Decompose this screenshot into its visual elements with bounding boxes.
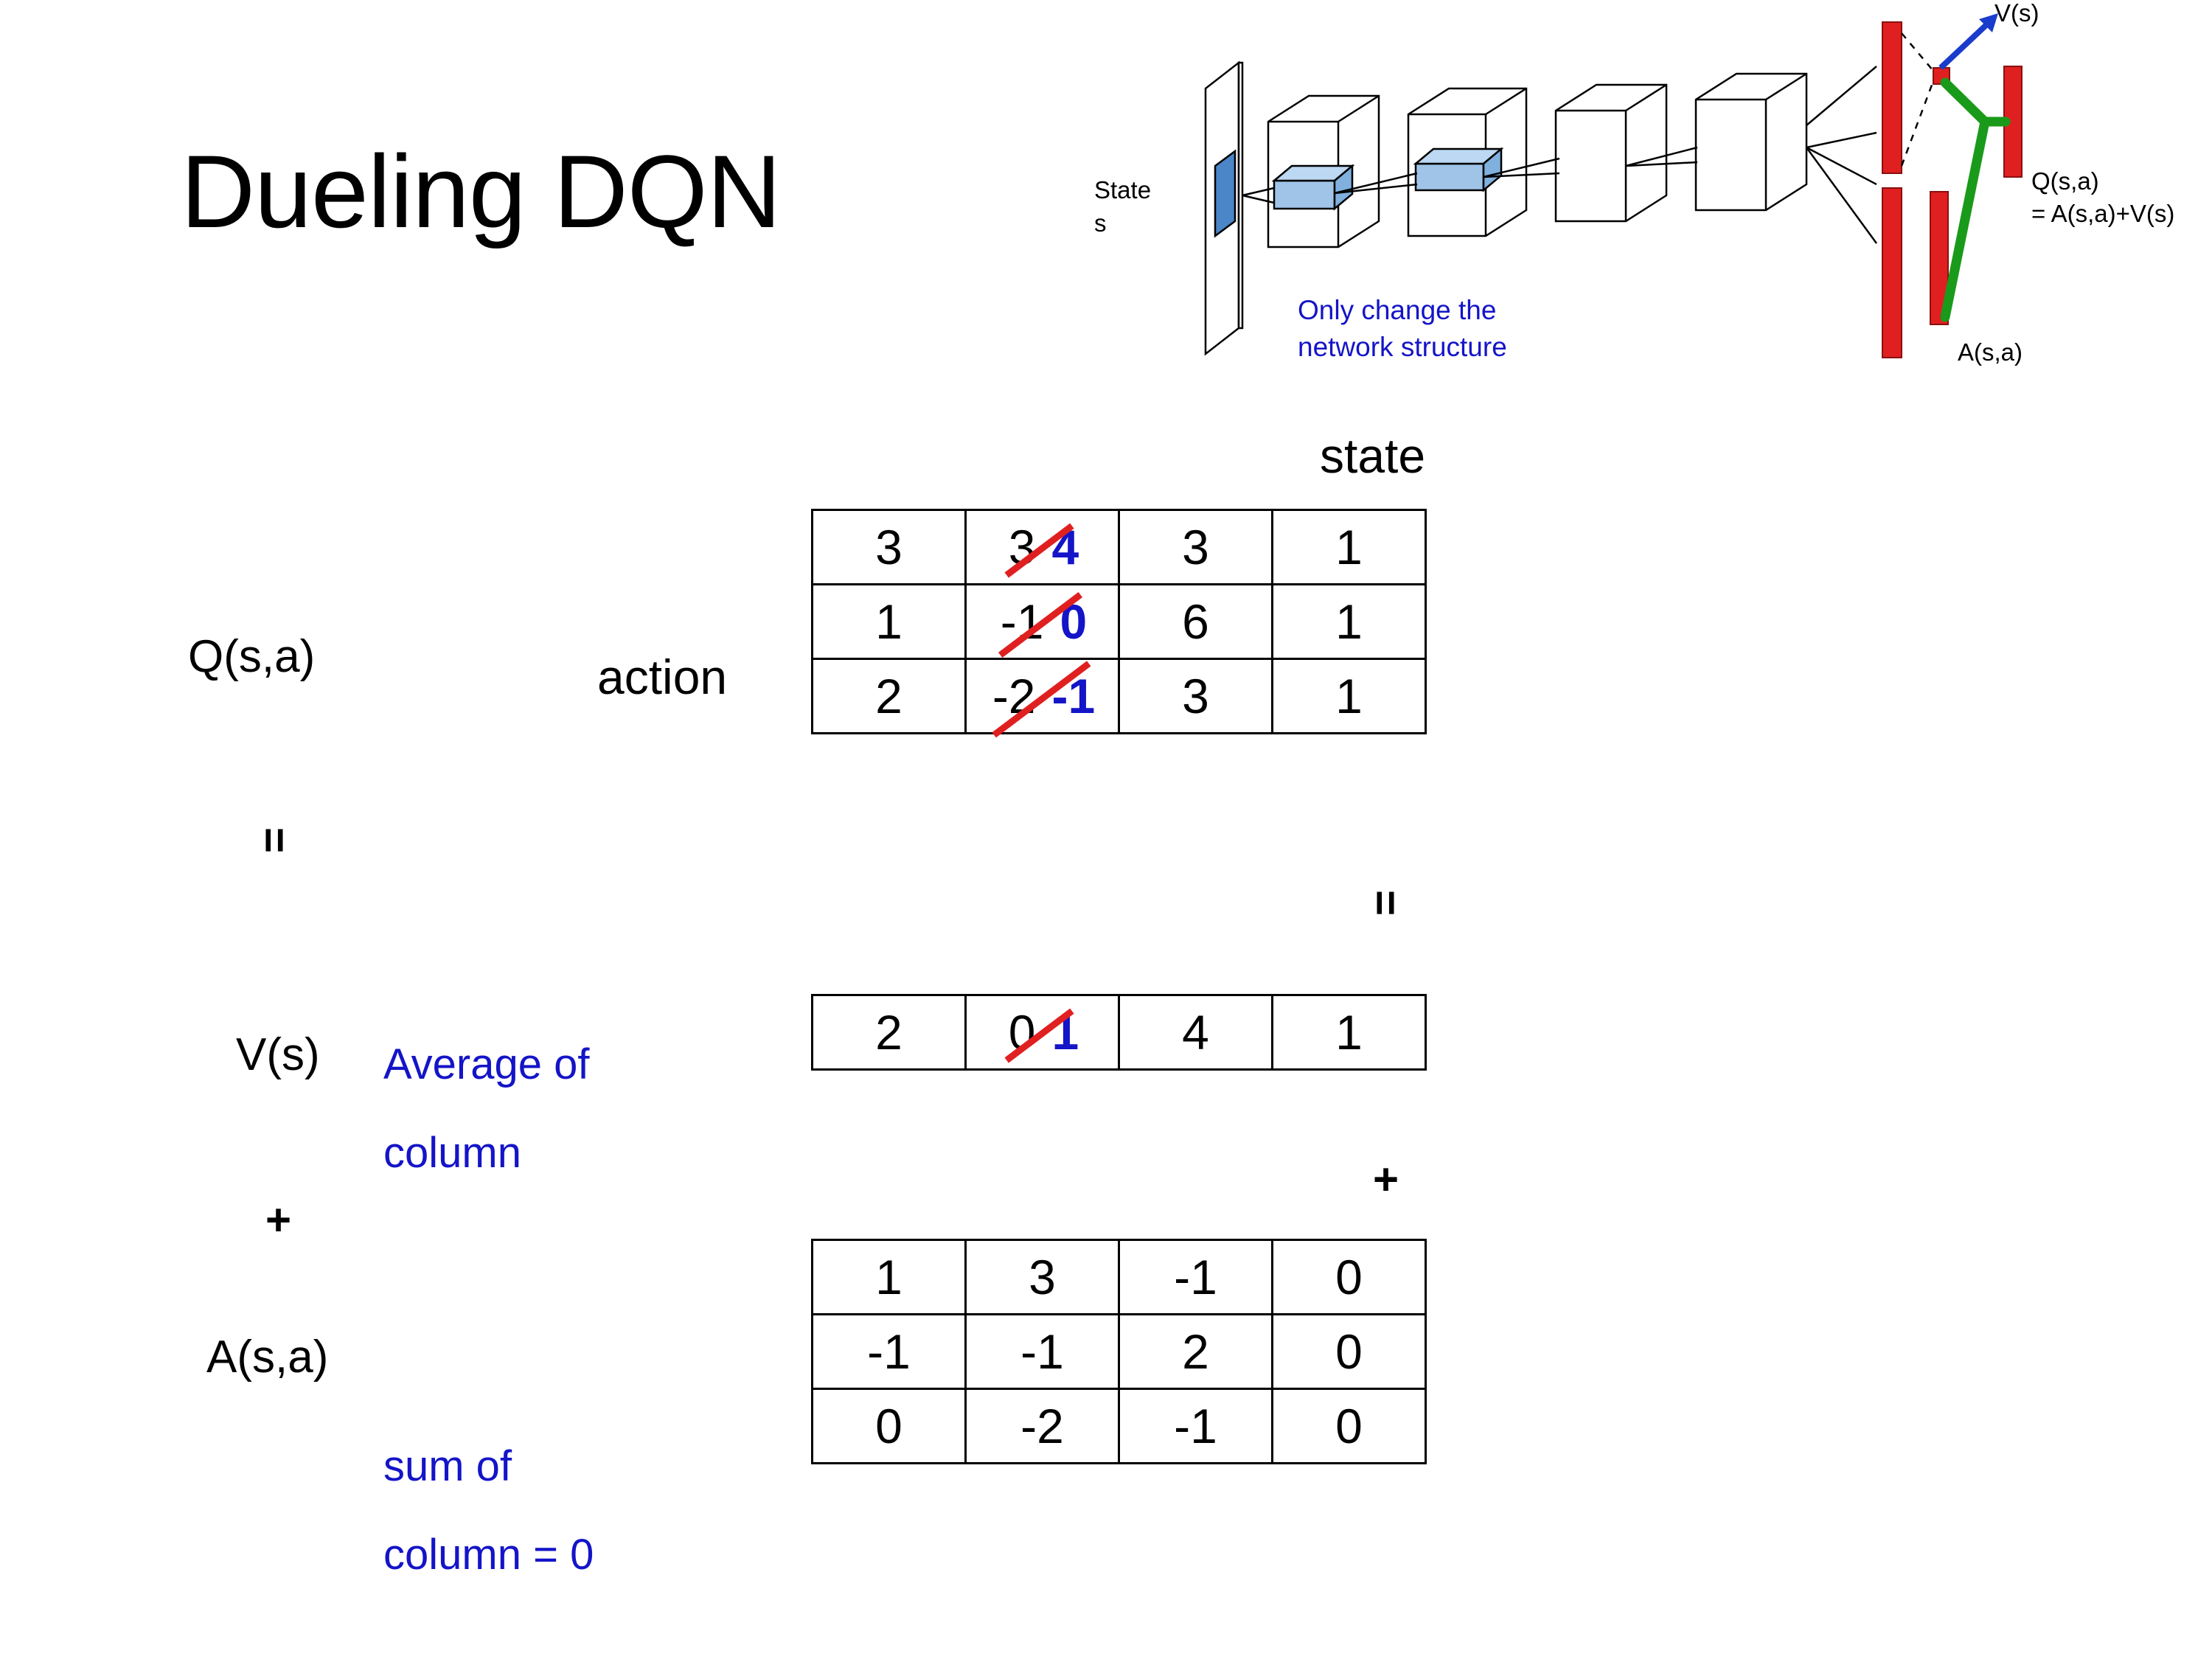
edited-cell-pair: [990, 668, 1095, 724]
state-axis-label: state: [1320, 428, 1426, 483]
a-table: [811, 1239, 1427, 1464]
old-value: 0: [1008, 1005, 1036, 1060]
edited-cell-pair: [998, 594, 1087, 650]
label-equals-top: =: [250, 827, 300, 854]
v-cell-c3: 1: [1273, 995, 1426, 1070]
a-cell-r2c3: 0: [1273, 1389, 1426, 1464]
action-axis-label: action: [597, 650, 728, 704]
label-q: Q(s,a): [188, 631, 316, 682]
note-sum-line1: sum of: [383, 1442, 512, 1490]
q-cell-r2c2: 3: [1119, 659, 1273, 734]
old-value: 3: [1008, 520, 1036, 574]
new-value: 4: [1051, 520, 1079, 574]
marker-plus-middle: +: [1373, 1155, 1399, 1204]
note-sum-line2: column = 0: [383, 1531, 594, 1579]
table-row: [813, 1240, 1426, 1315]
table-row: [813, 1315, 1426, 1389]
edited-cell-pair: [1006, 1004, 1079, 1060]
a-cell-r0c2: -1: [1119, 1240, 1273, 1315]
note-line2: network structure: [1298, 332, 1507, 362]
note-line1: Only change the: [1298, 295, 1497, 325]
value-output-label: V(s): [1994, 0, 2039, 27]
q-cell-r2c1-edited: [966, 659, 1119, 734]
old-value: -2: [992, 669, 1036, 723]
new-value: 0: [1060, 594, 1088, 649]
q-cell-r1c3: 1: [1273, 585, 1426, 659]
a-cell-r1c0: -1: [813, 1315, 966, 1389]
label-v: V(s): [236, 1029, 320, 1080]
state-input-label-line2: s: [1094, 209, 1107, 237]
new-value: -1: [1051, 669, 1096, 723]
q-cell-r1c2: 6: [1119, 585, 1273, 659]
advantage-output-label: A(s,a): [1958, 338, 2023, 366]
a-cell-r1c1: -1: [966, 1315, 1119, 1389]
table-row: [813, 659, 1426, 734]
table-row: [813, 510, 1426, 585]
v-cell-c0: 2: [813, 995, 966, 1070]
table-row: [813, 585, 1426, 659]
note-average-line2: column: [383, 1129, 521, 1177]
marker-equals-middle: =: [1361, 889, 1411, 917]
v-table: [811, 994, 1427, 1071]
a-cell-r1c2: 2: [1119, 1315, 1273, 1389]
q-table: [811, 509, 1427, 734]
a-cell-r2c0: 0: [813, 1389, 966, 1464]
a-cell-r0c1: 3: [966, 1240, 1119, 1315]
edited-cell-pair: [1006, 519, 1079, 575]
table-row: [813, 1389, 1426, 1464]
a-cell-r0c3: 0: [1273, 1240, 1426, 1315]
a-cell-r2c1: -2: [966, 1389, 1119, 1464]
q-cell-r2c0: 2: [813, 659, 966, 734]
q-cell-r2c3: 1: [1273, 659, 1426, 734]
network-structure-diagram: [1084, 0, 2212, 420]
q-output-label-line2: = A(s,a)+V(s): [2031, 200, 2175, 227]
a-cell-r1c3: 0: [1273, 1315, 1426, 1389]
new-value: 1: [1051, 1005, 1079, 1060]
page-title: Dueling DQN: [181, 133, 781, 249]
q-cell-r1c0: 1: [813, 585, 966, 659]
a-cell-r0c0: 1: [813, 1240, 966, 1315]
label-plus-left: +: [265, 1195, 292, 1245]
q-cell-r0c3: 1: [1273, 510, 1426, 585]
v-cell-c2: 4: [1119, 995, 1273, 1070]
label-a: A(s,a): [206, 1332, 329, 1382]
table-row: [813, 995, 1426, 1070]
note-average-line1: Average of: [383, 1040, 590, 1088]
v-cell-c1-edited: [966, 995, 1119, 1070]
q-cell-r0c1-edited: [966, 510, 1119, 585]
a-cell-r2c2: -1: [1119, 1389, 1273, 1464]
old-value: -1: [1000, 594, 1044, 649]
q-cell-r1c1-edited: [966, 585, 1119, 659]
fc-bars: [1882, 22, 2022, 358]
q-cell-r0c2: 3: [1119, 510, 1273, 585]
q-output-label-line1: Q(s,a): [2031, 167, 2099, 195]
state-input-label-line1: State: [1094, 176, 1152, 204]
q-cell-r0c0: 3: [813, 510, 966, 585]
